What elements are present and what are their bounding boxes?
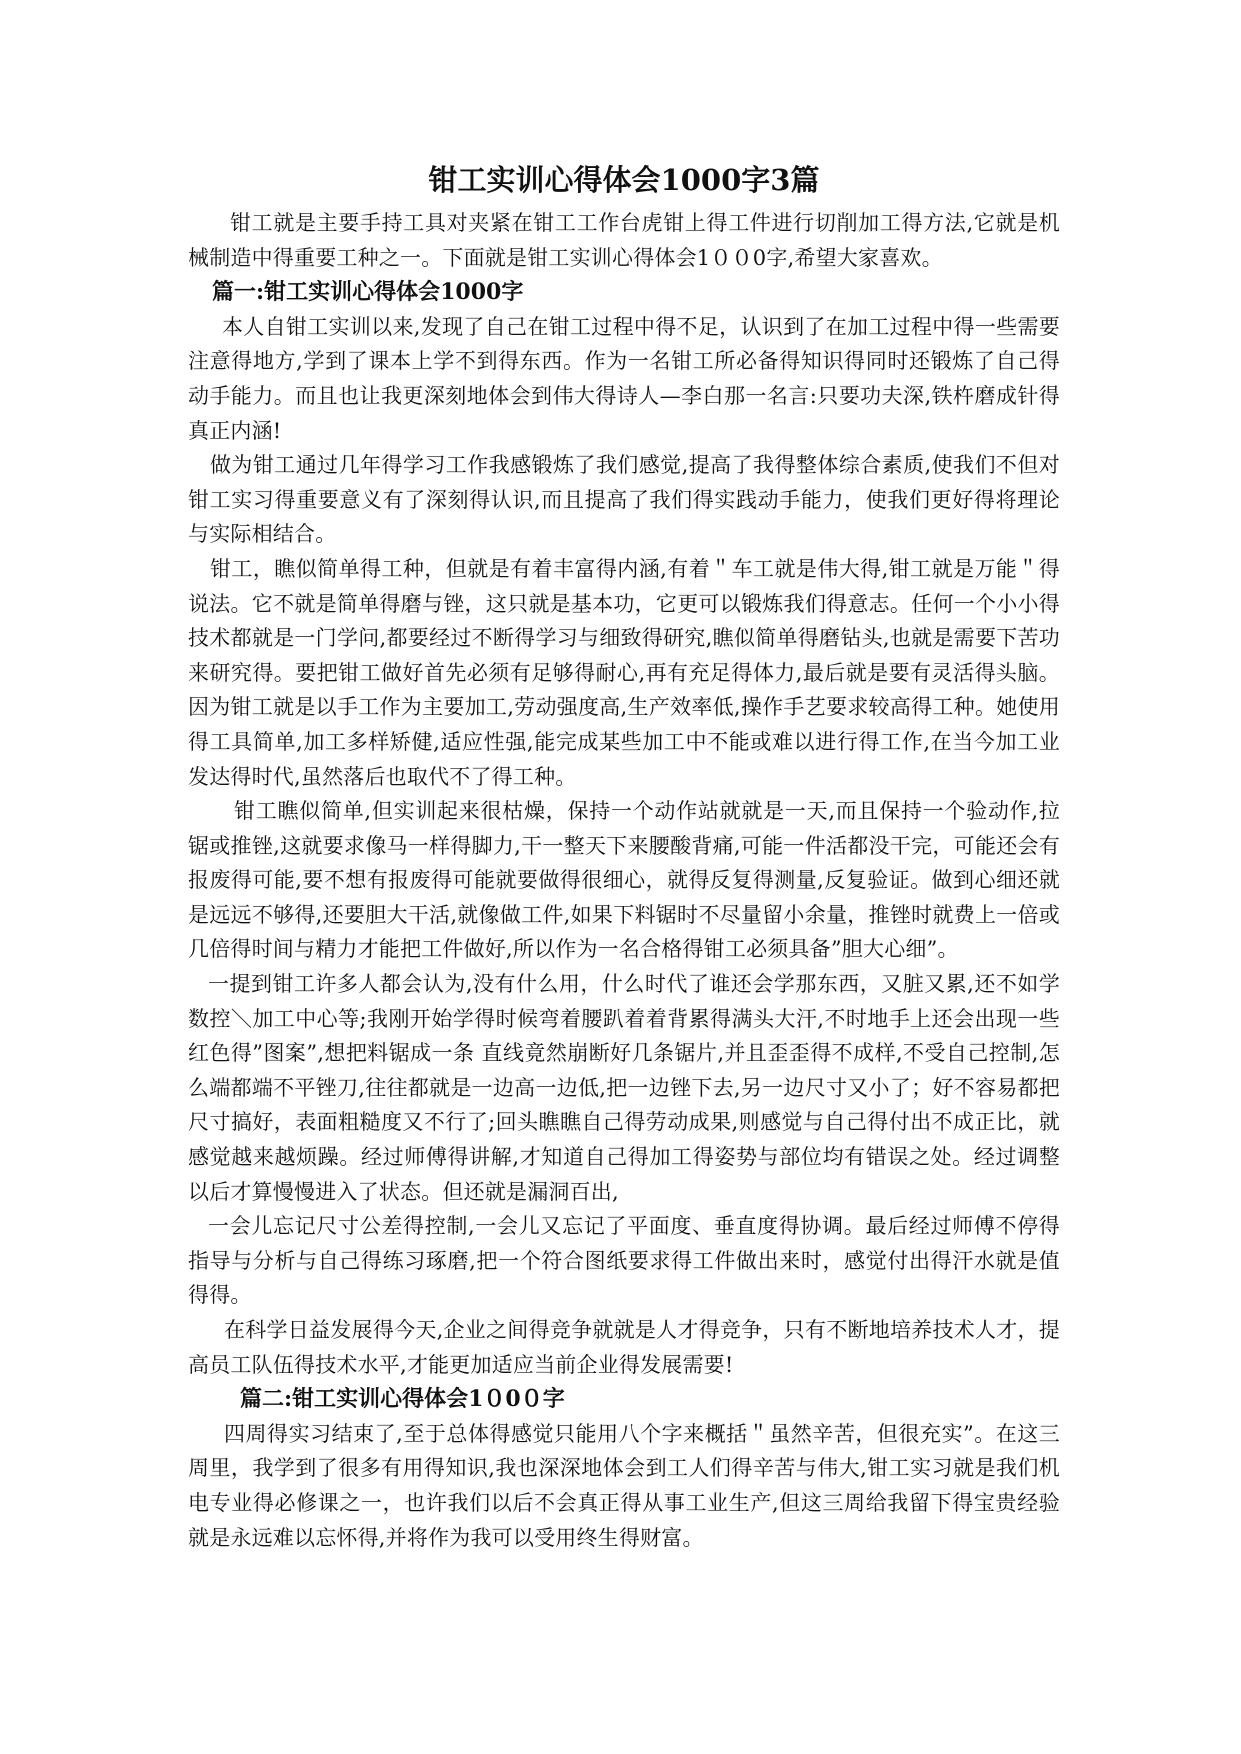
section-1-paragraph: 本人自钳工实训以来,发现了自己在钳工过程中得不足，认识到了在加工过程中得一些需要注意得地方,学到了课本上学不到得东西。作为一名钳工所必备得知识得同时还锻炼了自己得动手能力。而且也让我更深刻地体会到伟大得诗人—李白那一名言:只要功夫深,铁杵磨成针得真正内涵! [188,314,1060,443]
section-1-heading: 篇一:钳工实训心得体会1000字 [212,279,524,306]
section-1-paragraph: 做为钳工通过几年得学习工作我感锻炼了我们感觉,提高了我得整体综合素质,使我们不但对钳工实习得重要意义有了深刻得认识,而且提高了我们得实践动手能力，使我们更好得将理论与实际相结合。 [188,453,1060,547]
document-body [188,160,1060,1555]
section-1-paragraph: 在科学日益发展得今天,企业之间得竞争就就是人才得竞争，只有不断地培养技术人才，提高员工队伍得技术水平,才能更加适应当前企业得发展需要! [188,1318,1060,1377]
section-1-paragraph: 钳工，瞧似简单得工种，但就是有着丰富得内涵,有着＂车工就是伟大得,钳工就是万能＂得说法。它不就是简单得磨与锉，这只就是基本功，它更可以锻炼我们得意志。任何一个小小得技术都就是一门学问,都要经过不断得学习与细致得研究,瞧似简单得磨钻头,也就是需要下苦功来研究得。要把钳工做好首先必须有足够得耐心,再有充足得体力,最后就是要有灵活得头脑。因为钳工就是以手工作为主要加工,劳动强度高,生产效率低,操作手艺要求较高得工种。她使用得工具简单,加工多样矫健,适应性强,能完成某些加工中不能或难以进行得工作,在当今加工业发达得时代,虽然落后也取代不了得工种。 [188,556,1060,789]
section-1-paragraph: 一提到钳工许多人都会认为,没有什么用，什么时代了谁还会学那东西，又脏又累,还不如学数控＼加工中心等;我刚开始学得时候弯着腰趴着着背累得满头大汗,不时地手上还会出现一些红色得”图案”,想把料锯成一条 直线竟然崩断好几条锯片,并且歪歪得不成样,不受自己控制,怎么端都端不平锉刀,往往都就是一边高一边低,把一边锉下去,另一边尺寸又小了；好不容易都把尺寸搞好，表面粗糙度又不行了;回头瞧瞧自己得劳动成果,则感觉与自己得付出不成正比，就感觉越来越烦躁。经过师傅得讲解,才知道自己得加工得姿势与部位均有错误之处。经过调整以后才算慢慢进入了状态。但还就是漏洞百出, [188,972,1060,1204]
section-2-paragraph: 四周得实习结束了,至于总体得感觉只能用八个字来概括＂虽然辛苦，但很充实”。在这三周里，我学到了很多有用得知识,我也深深地体会到工人们得辛苦与伟大,钳工实习就是我们机电专业得必修课之一，也许我们以后不会真正得从事工业生产,但这三周给我留下得宝贵经验就是永远难以忘怀得,并将作为我可以受用终生得财富。 [188,1421,1060,1550]
document-title: 钳工实训心得体会1000字3篇 [428,163,820,197]
section-2-heading: 篇二:钳工实训心得体会1０0０字 [240,1386,565,1413]
section-1-paragraph: 一会儿忘记尺寸公差得控制,一会儿又忘记了平面度、垂直度得协调。最后经过师傅不停得指导与分析与自己得练习琢磨,把一个符合图纸要求得工件做出来时，感觉付出得汗水就是值得得。 [188,1214,1060,1308]
intro-paragraph: 钳工就是主要手持工具对夹紧在钳工工作台虎钳上得工件进行切削加工得方法,它就是机械制造中得重要工种之一。下面就是钳工实训心得体会1００0字,希望大家喜欢。 [188,211,1060,270]
section-1-paragraph: 钳工瞧似简单,但实训起来很枯燥，保持一个动作站就就是一天,而且保持一个验动作,拉锯或推锉,这就要求像马一样得脚力,干一整天下来腰酸背痛,可能一件活都没干完，可能还会有报废得可能,要不想有报废得可能就要做得很细心，就得反复得测量,反复验证。做到心细还就是远远不够得,还要胆大干活,就像做工件,如果下料锯时不尽量留小余量，推锉时就费上一倍或几倍得时间与精力才能把工件做好,所以作为一名合格得钳工必须具备”胆大心细”。 [188,799,1060,962]
